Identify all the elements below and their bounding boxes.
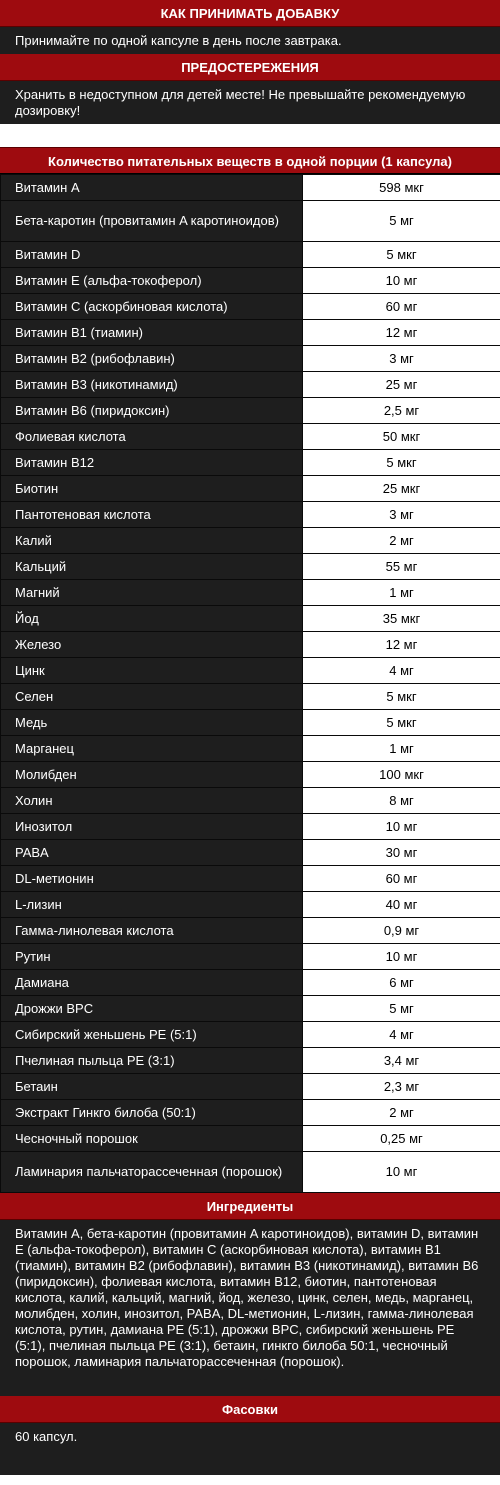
nutrient-name: Витамин B3 (никотинамид): [1, 372, 303, 398]
table-row: [1, 1048, 500, 1074]
table-row: [1, 175, 500, 201]
nutrients-table: [0, 174, 500, 1193]
nutrient-value: 5 мкг: [303, 450, 500, 476]
nutrient-value: 60 мг: [303, 866, 500, 892]
nutrient-name: Бетаин: [1, 1074, 303, 1100]
table-row: [1, 201, 500, 242]
table-row: [1, 684, 500, 710]
table-row: [1, 528, 500, 554]
nutrient-value: 2 мг: [303, 528, 500, 554]
table-row: [1, 1074, 500, 1100]
nutrient-name: Фолиевая кислота: [1, 424, 303, 450]
table-row: [1, 1152, 500, 1193]
table-row: [1, 580, 500, 606]
table-row: [1, 268, 500, 294]
nutrient-name: Витамин B1 (тиамин): [1, 320, 303, 346]
nutrient-value: 5 мкг: [303, 710, 500, 736]
nutrient-name: Витамин B2 (рибофлавин): [1, 346, 303, 372]
nutrient-value: 12 мг: [303, 632, 500, 658]
table-row: [1, 814, 500, 840]
nutrient-name: Инозитол: [1, 814, 303, 840]
warnings-text: Хранить в недоступном для детей месте! Не превышайте рекомендуемую дозировку!: [0, 81, 500, 124]
table-row: [1, 944, 500, 970]
nutrient-value: 8 мг: [303, 788, 500, 814]
nutrient-name: Марганец: [1, 736, 303, 762]
nutrient-value: 10 мг: [303, 1152, 500, 1193]
table-row: [1, 892, 500, 918]
nutrient-name: Молибден: [1, 762, 303, 788]
nutrient-name: Бета-каротин (провитамин A каротиноидов): [1, 201, 303, 242]
nutrient-value: 25 мкг: [303, 476, 500, 502]
nutrient-value: 40 мг: [303, 892, 500, 918]
nutrient-value: 55 мг: [303, 554, 500, 580]
nutrient-name: Ламинария пальчаторассеченная (порошок): [1, 1152, 303, 1193]
nutrient-name: Дамиана: [1, 970, 303, 996]
table-row: [1, 762, 500, 788]
nutrient-value: 100 мкг: [303, 762, 500, 788]
table-row: [1, 632, 500, 658]
nutrient-name: Кальций: [1, 554, 303, 580]
table-row: [1, 1022, 500, 1048]
nutrient-name: Витамин B12: [1, 450, 303, 476]
nutrient-value: 60 мг: [303, 294, 500, 320]
nutrient-value: 4 мг: [303, 658, 500, 684]
nutrient-name: Пантотеновая кислота: [1, 502, 303, 528]
nutrient-name: Пчелиная пыльца PE (3:1): [1, 1048, 303, 1074]
nutrient-value: 2,3 мг: [303, 1074, 500, 1100]
table-row: [1, 918, 500, 944]
ingredients-header: Ингредиенты: [0, 1193, 500, 1220]
nutrients-table-body: [1, 175, 500, 1193]
section-spacer: [0, 124, 500, 147]
table-row: [1, 866, 500, 892]
nutrient-value: 6 мг: [303, 970, 500, 996]
nutrient-value: 598 мкг: [303, 175, 500, 201]
nutrient-name: Чесночный порошок: [1, 1126, 303, 1152]
nutrient-name: PABA: [1, 840, 303, 866]
nutrient-name: Гамма-линолевая кислота: [1, 918, 303, 944]
nutrient-value: 2 мг: [303, 1100, 500, 1126]
nutrient-value: 30 мг: [303, 840, 500, 866]
nutrient-value: 3 мг: [303, 346, 500, 372]
table-row: [1, 372, 500, 398]
table-row: [1, 1100, 500, 1126]
table-row: [1, 606, 500, 632]
nutrient-name: Сибирский женьшень PE (5:1): [1, 1022, 303, 1048]
table-row: [1, 970, 500, 996]
nutrient-value: 1 мг: [303, 736, 500, 762]
table-row: [1, 398, 500, 424]
table-row: [1, 554, 500, 580]
nutrient-name: Витамин C (аскорбиновая кислота): [1, 294, 303, 320]
nutrient-value: 2,5 мг: [303, 398, 500, 424]
nutrient-value: 5 мкг: [303, 242, 500, 268]
nutrient-value: 0,9 мг: [303, 918, 500, 944]
nutrient-name: Витамин D: [1, 242, 303, 268]
nutrient-name: Железо: [1, 632, 303, 658]
packaging-header: Фасовки: [0, 1396, 500, 1423]
nutrient-value: 3 мг: [303, 502, 500, 528]
ingredients-text: Витамин A, бета-каротин (провитамин A каротиноидов), витамин D, витамин E (альфа-токоферол), витамин C (аскорбиновая кислота), витамин B1 (тиамин), витамин B2 (рибофлавин), витамин B3 (никотинамид), витамин B6 (пиридоксин), фолиевая кислота, витамин B12, биотин, пантотеновая кислота, калий, кальций, магний, йод, железо, цинк, селен, медь, марганец, молибден, холин, инозитол, PABA, DL-метионин, L-лизин, гамма-линолевая кислота, рутин, дамиана PE (5:1), дрожжи BPC, сибирский женьшень PE (5:1), пчелиная пыльца PE (3:1), бетаин, гинкго билоба 50:1, чесночный порошок, ламинария пальчаторассеченная (порошок).: [0, 1220, 500, 1396]
nutrient-value: 4 мг: [303, 1022, 500, 1048]
nutrient-value: 25 мг: [303, 372, 500, 398]
nutrient-value: 5 мг: [303, 201, 500, 242]
table-row: [1, 710, 500, 736]
nutrient-name: Дрожжи BPC: [1, 996, 303, 1022]
table-row: [1, 996, 500, 1022]
table-row: [1, 320, 500, 346]
nutrient-name: Калий: [1, 528, 303, 554]
nutrient-name: DL-метионин: [1, 866, 303, 892]
table-row: [1, 476, 500, 502]
nutrient-name: Холин: [1, 788, 303, 814]
table-row: [1, 658, 500, 684]
nutrient-name: Витамин E (альфа-токоферол): [1, 268, 303, 294]
table-row: [1, 424, 500, 450]
nutrient-value: 5 мкг: [303, 684, 500, 710]
nutrient-value: 10 мг: [303, 268, 500, 294]
nutrient-value: 50 мкг: [303, 424, 500, 450]
nutrient-value: 12 мг: [303, 320, 500, 346]
nutrient-name: Витамин B6 (пиридоксин): [1, 398, 303, 424]
nutrient-name: Селен: [1, 684, 303, 710]
nutrient-name: Магний: [1, 580, 303, 606]
nutrient-name: Медь: [1, 710, 303, 736]
nutrient-value: 3,4 мг: [303, 1048, 500, 1074]
nutrient-value: 35 мкг: [303, 606, 500, 632]
table-row: [1, 346, 500, 372]
nutrient-name: Биотин: [1, 476, 303, 502]
nutrient-value: 1 мг: [303, 580, 500, 606]
nutrient-name: Цинк: [1, 658, 303, 684]
table-row: [1, 1126, 500, 1152]
table-row: [1, 736, 500, 762]
usage-header: КАК ПРИНИМАТЬ ДОБАВКУ: [0, 0, 500, 27]
table-row: [1, 450, 500, 476]
table-row: [1, 502, 500, 528]
usage-text: Принимайте по одной капсуле в день после завтрака.: [0, 27, 500, 54]
table-row: [1, 242, 500, 268]
nutrient-name: Экстракт Гинкго билоба (50:1): [1, 1100, 303, 1126]
nutrient-name: Рутин: [1, 944, 303, 970]
nutrient-value: 0,25 мг: [303, 1126, 500, 1152]
nutrient-name: Йод: [1, 606, 303, 632]
packaging-text: 60 капсул.: [0, 1423, 500, 1475]
table-row: [1, 840, 500, 866]
nutrient-name: L-лизин: [1, 892, 303, 918]
table-row: [1, 788, 500, 814]
nutrient-value: 10 мг: [303, 814, 500, 840]
table-row: [1, 294, 500, 320]
nutrients-header: Количество питательных веществ в одной порции (1 капсула): [0, 147, 500, 174]
nutrient-value: 5 мг: [303, 996, 500, 1022]
nutrient-name: Витамин A: [1, 175, 303, 201]
nutrient-value: 10 мг: [303, 944, 500, 970]
warnings-header: ПРЕДОСТЕРЕЖЕНИЯ: [0, 54, 500, 81]
